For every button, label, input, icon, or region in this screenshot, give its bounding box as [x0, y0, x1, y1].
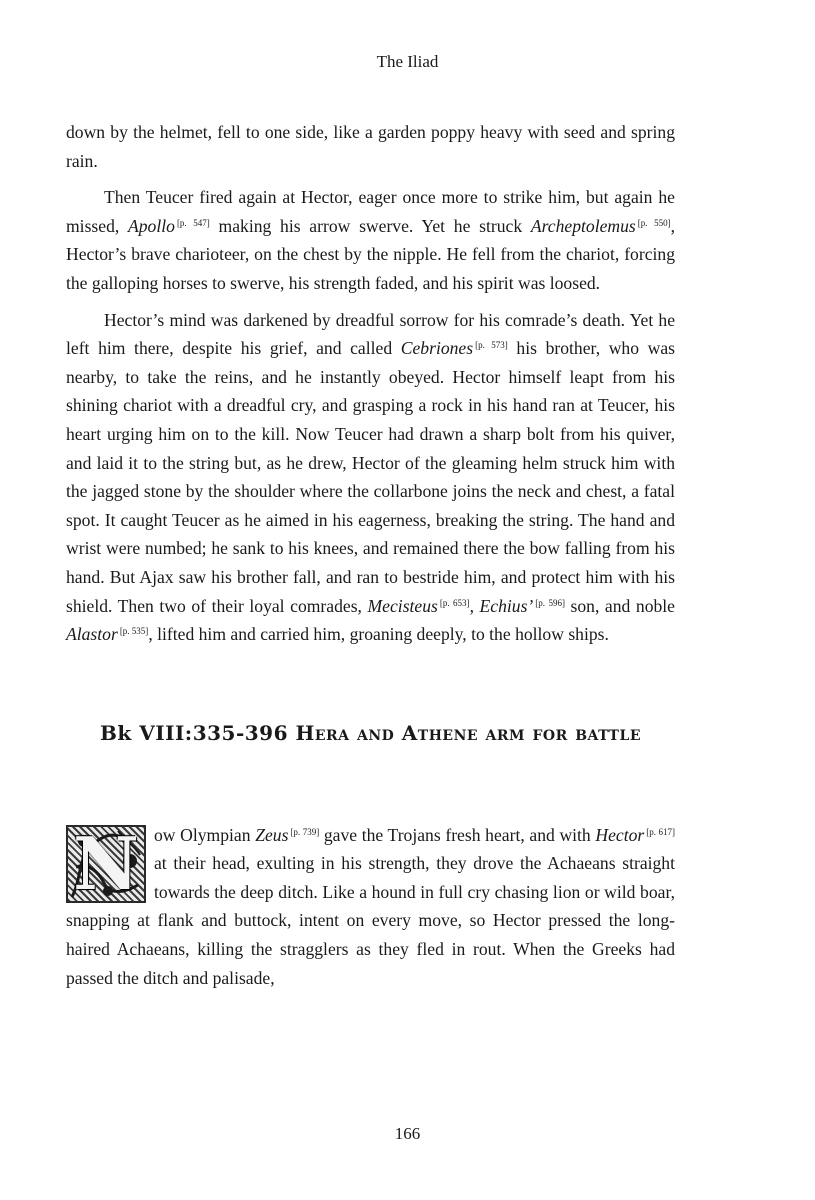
paragraph-3	[66, 306, 675, 649]
name-archeptolemus: Archeptolemus	[530, 215, 636, 236]
name-apollo: Apollo	[128, 215, 175, 236]
page-ref-link[interactable]: [p. 547]	[176, 217, 210, 228]
page-ref-link[interactable]: [p. 535]	[119, 626, 149, 637]
section-heading-title: Hera and Athene arm for battle	[295, 720, 641, 745]
paragraph-text: , Hector’s brave charioteer, on the chest by the nipple. He fell from the chariot, forcing the galloping horses to swerve, his strength faded, and his spirit was loosed.	[66, 215, 675, 293]
page-ref-link[interactable]: [p. 596]	[535, 597, 565, 608]
paragraph-text: at their head, exulting in his strength, they drove the Achaeans straight towards the deep ditch. Like a hound in full cry chasing lion or wild boar, snapping at flank and buttock, intent on every move, so Hector pressed the long-haired Achaeans, killing the stragglers as they fled in rout. When the Greeks had passed the ditch and palisade,	[66, 853, 675, 988]
name-alastor: Alastor	[66, 624, 118, 645]
name-echius: Echius’	[479, 595, 534, 616]
paragraph-text: ow Olympian	[154, 824, 256, 845]
name-cebriones: Cebriones	[400, 338, 474, 359]
running-head: The Iliad	[376, 52, 439, 71]
drop-cap-letter: N	[73, 820, 139, 906]
page-body	[66, 118, 675, 992]
paragraph-text: his brother, who was nearby, to take the reins, and he instantly obeyed. Hector himself leapt from his shining chariot with a dreadful cry, and grasping a rock in his hand ran at Teucer, his heart urging him on to the kill. Now Teucer had drawn a sharp bolt from his quiver, and laid it to the string but, as he drew, Hector of the gleaming helm struck him with the jagged stone by the shoulder where the collarbone joins the neck and chest, a fatal spot. It caught Teucer as he aimed in his eagerness, breaking the string. The hand and wrist were numbed; he sank to his knees, and remained there the bow falling from his hand. But Ajax saw his brother fall, and ran to bestride him, and protect him with his shield. Then two of their loyal comrades,	[66, 338, 675, 616]
paragraph-text: making his arrow swerve. Yet he struck	[209, 215, 531, 236]
name-mecisteus: Mecisteus	[367, 595, 438, 616]
ornamental-drop-cap	[66, 820, 146, 906]
section-heading	[66, 721, 675, 821]
paragraph-4	[66, 821, 675, 993]
page-ref-link[interactable]: [p. 739]	[290, 826, 320, 837]
section-heading-lead: Bk VIII:335-396	[100, 720, 288, 745]
paragraph-text: gave the Trojans fresh heart, and with	[319, 824, 596, 845]
page-ref-link[interactable]: [p. 573]	[475, 340, 508, 351]
paragraph-text: son, and noble	[564, 595, 675, 616]
paragraph-text: Then Teucer fired again at Hector, eager once more to strike him, but again he missed,	[66, 187, 675, 236]
page-ref-link[interactable]: [p. 653]	[439, 597, 470, 608]
paragraph-2	[66, 183, 675, 297]
name-hector: Hector	[595, 824, 645, 845]
paragraph-text: Hector’s mind was darkened by dreadful sorrow for his comrade’s death. Yet he left him there, despite his grief, and called	[66, 309, 675, 359]
paragraph-text: ,	[469, 595, 480, 616]
paragraph-1	[66, 118, 675, 175]
page-ref-link[interactable]: [p. 617]	[646, 826, 676, 837]
paragraph-text: down by the helmet, fell to one side, like a garden poppy heavy with seed and spring rain.	[66, 122, 675, 171]
name-zeus: Zeus	[255, 824, 289, 845]
paragraph-text: , lifted him and carried him, groaning deeply, to the hollow ships.	[148, 624, 609, 645]
page-ref-link[interactable]: [p. 550]	[637, 217, 671, 228]
page-number: 166	[394, 1124, 421, 1143]
